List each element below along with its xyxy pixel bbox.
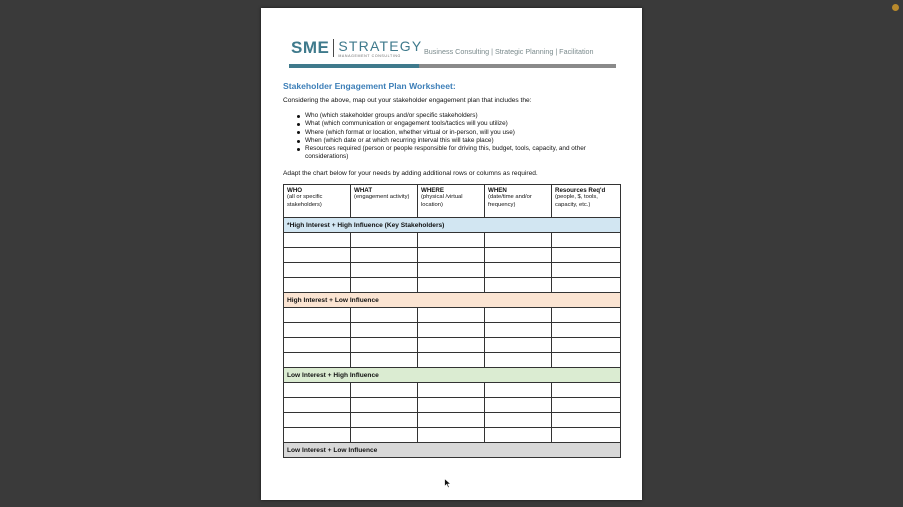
section-label: *High Interest + High Influence (Key Stakeholders) (284, 218, 621, 233)
table-cell[interactable] (351, 398, 418, 413)
table-cell[interactable] (552, 278, 621, 293)
table-cell[interactable] (284, 413, 351, 428)
column-title: WHO (287, 187, 303, 194)
table-cell[interactable] (284, 323, 351, 338)
table-cell[interactable] (284, 308, 351, 323)
engagement-plan-table (283, 184, 621, 458)
header-rule-teal (289, 64, 419, 68)
column-subtitle: (physical /virtual location) (421, 194, 463, 208)
table-cell[interactable] (552, 383, 621, 398)
table-cell[interactable] (351, 413, 418, 428)
table-row (284, 338, 621, 353)
column-title: Resources Req'd (555, 187, 606, 194)
header-tagline: Business Consulting | Strategic Planning | Facilitation (424, 47, 594, 56)
worksheet-title: Stakeholder Engagement Plan Worksheet: (283, 81, 456, 91)
header-rule-gray (419, 64, 616, 68)
logo-divider (333, 39, 334, 57)
table-cell[interactable] (418, 353, 485, 368)
table-cell[interactable] (552, 398, 621, 413)
column-subtitle: (engagement activity) (354, 194, 410, 201)
table-cell[interactable] (552, 428, 621, 443)
table-cell[interactable] (485, 263, 552, 278)
table-cell[interactable] (284, 263, 351, 278)
bullet-item: When (which date or at which recurring interval this will take place) (305, 137, 623, 145)
table-row (284, 413, 621, 428)
document-page (261, 8, 642, 500)
logo-brand: SME (291, 38, 330, 57)
section-band-high-high (284, 218, 621, 233)
bullet-item: What (which communication or engagement tools/tactics will you utilize) (305, 120, 623, 128)
table-cell[interactable] (351, 383, 418, 398)
table-cell[interactable] (351, 353, 418, 368)
column-subtitle: (date/time and/or frequency) (488, 194, 532, 208)
table-cell[interactable] (485, 338, 552, 353)
table-cell[interactable] (418, 383, 485, 398)
table-cell[interactable] (552, 323, 621, 338)
table-row (284, 233, 621, 248)
bullet-list (305, 112, 623, 162)
table-cell[interactable] (351, 263, 418, 278)
section-label: Low Interest + High Influence (284, 368, 621, 383)
table-cell[interactable] (351, 428, 418, 443)
column-subtitle: (all or specific stakeholders) (287, 194, 323, 208)
table-cell[interactable] (485, 308, 552, 323)
column-title: WHAT (354, 187, 373, 194)
table-cell[interactable] (418, 278, 485, 293)
logo-wordmark (338, 39, 422, 59)
table-cell[interactable] (351, 338, 418, 353)
table-cell[interactable] (284, 278, 351, 293)
table-cell[interactable] (485, 398, 552, 413)
table-cell[interactable] (552, 353, 621, 368)
table-row (284, 398, 621, 413)
table-cell[interactable] (351, 233, 418, 248)
section-label: Low Interest + Low Influence (284, 443, 621, 458)
table-cell[interactable] (485, 353, 552, 368)
table-cell[interactable] (351, 278, 418, 293)
section-band-low-low (284, 443, 621, 458)
table-cell[interactable] (418, 398, 485, 413)
table-cell[interactable] (351, 308, 418, 323)
table-cell[interactable] (485, 383, 552, 398)
table-cell[interactable] (284, 338, 351, 353)
logo-subtitle: MANAGEMENT CONSULTING (338, 54, 401, 58)
window-indicator-dot (892, 4, 899, 11)
table-cell[interactable] (485, 233, 552, 248)
section-band-low-high (284, 368, 621, 383)
table-row (284, 323, 621, 338)
table-cell[interactable] (485, 428, 552, 443)
header-rule (289, 64, 616, 68)
table-cell[interactable] (284, 383, 351, 398)
table-cell[interactable] (418, 233, 485, 248)
mouse-cursor-icon (444, 478, 452, 489)
table-cell[interactable] (418, 248, 485, 263)
table-cell[interactable] (552, 413, 621, 428)
table-row (284, 308, 621, 323)
table-cell[interactable] (284, 353, 351, 368)
table-cell[interactable] (418, 263, 485, 278)
column-title: WHERE (421, 187, 445, 194)
table-cell[interactable] (485, 413, 552, 428)
table-cell[interactable] (485, 323, 552, 338)
table-cell[interactable] (418, 428, 485, 443)
table-cell[interactable] (284, 233, 351, 248)
table-row (284, 428, 621, 443)
table-cell[interactable] (418, 308, 485, 323)
table-cell[interactable] (418, 338, 485, 353)
column-title: WHEN (488, 187, 507, 194)
table-cell[interactable] (485, 278, 552, 293)
table-cell[interactable] (351, 323, 418, 338)
table-cell[interactable] (351, 248, 418, 263)
table-cell[interactable] (284, 398, 351, 413)
table-cell[interactable] (485, 248, 552, 263)
table-row (284, 353, 621, 368)
table-row (284, 248, 621, 263)
bullet-item: Resources required (person or people responsible for driving this, budget, tools, capacity, and other considerations) (305, 145, 623, 162)
bullet-item: Where (which format or location, whether virtual or in-person, will you use) (305, 129, 623, 137)
section-band-high-low (284, 293, 621, 308)
table-cell[interactable] (418, 413, 485, 428)
section-label: High Interest + Low Influence (284, 293, 621, 308)
table-cell[interactable] (284, 428, 351, 443)
table-row (284, 278, 621, 293)
table-cell[interactable] (418, 323, 485, 338)
table-cell[interactable] (552, 248, 621, 263)
column-header-resources (552, 185, 621, 218)
bullet-item: Who (which stakeholder groups and/or specific stakeholders) (305, 112, 623, 120)
table-header-row (284, 185, 621, 218)
table-row (284, 263, 621, 278)
adapt-note: Adapt the chart below for your needs by adding additional rows or columns as required. (283, 170, 538, 177)
logo-name: STRATEGY (338, 38, 423, 54)
column-header-when (485, 185, 552, 218)
column-subtitle: (people, $, tools, capacity, etc.) (555, 194, 598, 208)
column-header-where (418, 185, 485, 218)
table-cell[interactable] (284, 248, 351, 263)
intro-text: Considering the above, map out your stakeholder engagement plan that includes the: (283, 97, 532, 104)
column-header-who (284, 185, 351, 218)
table-cell[interactable] (552, 233, 621, 248)
company-logo (291, 39, 422, 59)
column-header-what (351, 185, 418, 218)
table-cell[interactable] (552, 338, 621, 353)
table-cell[interactable] (552, 263, 621, 278)
table-cell[interactable] (552, 308, 621, 323)
table-row (284, 383, 621, 398)
